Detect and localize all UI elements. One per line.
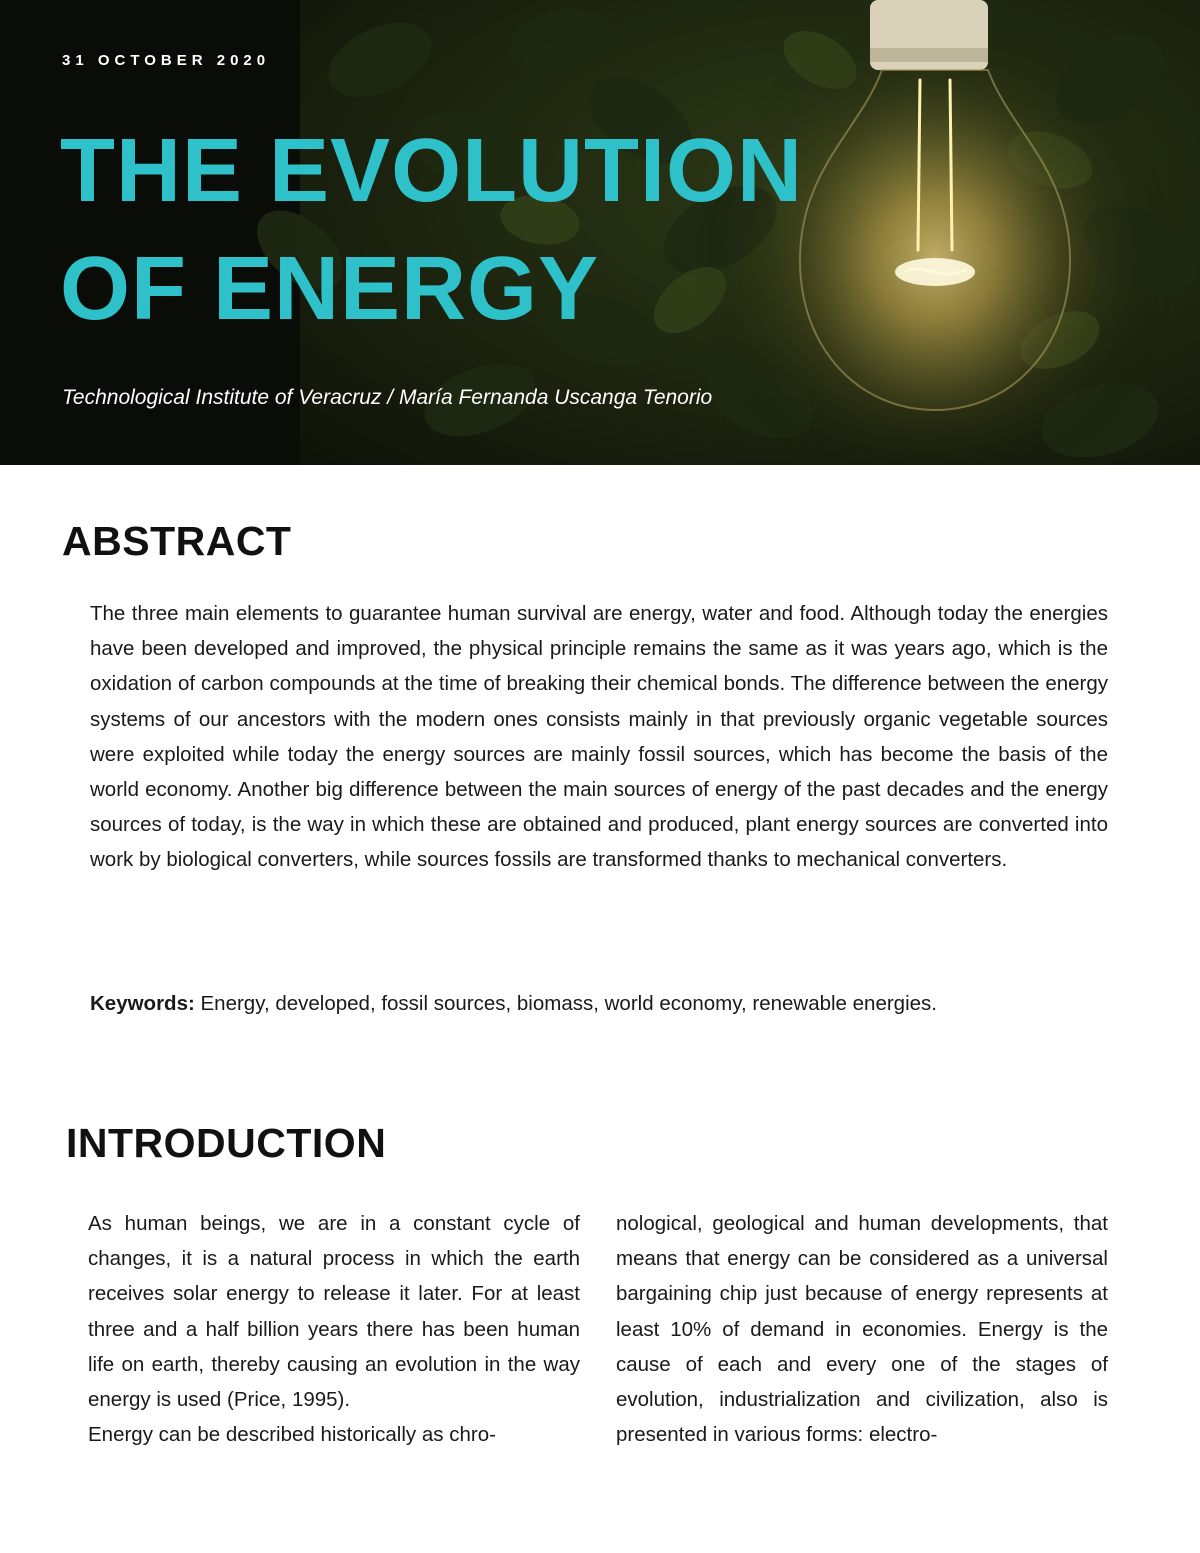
abstract-body: The three main elements to guarantee human survival are energy, water and food. Although today the energies have been developed and improved, the physical principle remains the same as it was years ago, which is the oxidation of carbon compounds at the time of breaking their chemical bonds. The difference between the energy systems of our ancestors with the modern ones consists mainly in that previously organic vegetable sources were exploited while today the energy sources are mainly fossil sources, which has become the basis of the world economy. Another big difference between the main sources of energy of the past decades and the energy sources of today, is the way in which these are obtained and produced, plant energy sources are converted into work by biological converters, while sources fossils are transformed thanks to mechanical converters. [90, 602, 1108, 872]
keywords-text: Energy, developed, fossil sources, biomass, world economy, renewable energies. [194, 992, 937, 1015]
intro-paragraph-3: nological, geological and human developments, that means that energy can be considered as a universal bargaining chip just because of energy represents at least 10% of demand in economies. Energy is the cause of each and every one of the stages of evolution, industrialization and civilization, also is presented in various forms: electro- [616, 1212, 1108, 1447]
intro-paragraph-1: As human beings, we are in a constant cycle of changes, it is a natural process in which the earth receives solar energy to release it later. For at least three and a half billion years there has been human life on earth, thereby causing an evolution in the way energy is used (Price, 1995). [88, 1212, 580, 1412]
publication-date: 31 OCTOBER 2020 [62, 52, 271, 69]
introduction-heading: INTRODUCTION [66, 1120, 387, 1166]
title-line-1: THE EVOLUTION [60, 121, 804, 221]
keywords-label: Keywords: [90, 992, 195, 1015]
author-affiliation: Technological Institute of Veracruz / María Fernanda Uscanga Tenorio [62, 386, 713, 409]
document-title [60, 112, 803, 348]
title-line-2: OF ENERGY [60, 239, 600, 339]
abstract-heading: ABSTRACT [62, 518, 292, 564]
intro-column-right [616, 1206, 1108, 1452]
intro-paragraph-2: Energy can be described historically as chro- [88, 1423, 496, 1447]
keywords [90, 986, 1108, 1021]
header-banner [0, 0, 1200, 465]
intro-column-left [88, 1206, 580, 1452]
